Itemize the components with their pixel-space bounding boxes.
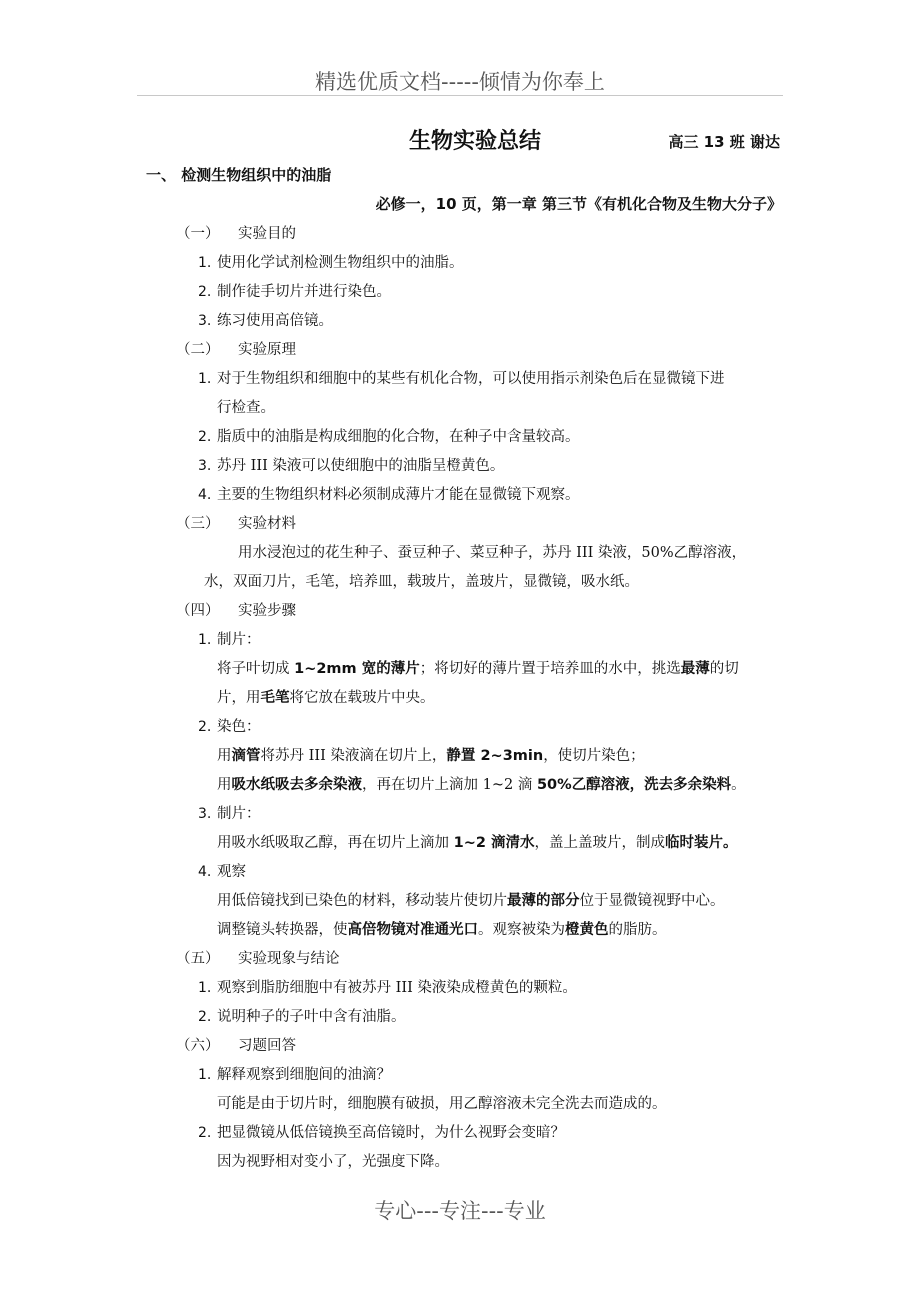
subsection-label: 实验材料 [238,516,296,532]
subsection-label: 实验目的 [238,226,296,242]
subsection-number: （四） [176,603,220,619]
subsection-label: 实验原理 [238,342,296,358]
subsection-number: （五） [176,951,220,967]
subsection-number: （三） [176,516,220,532]
subsection-number: （一） [176,226,220,242]
list-item: 2. 制作徒手切片并进行染色。 [198,284,391,300]
step-text: 调整镜头转换器，使高倍物镜对准通光口。观察被染为橙黄色的脂肪。 [217,922,667,938]
answer: 可能是由于切片时，细胞膜有破损，用乙醇溶液未完全洗去而造成的。 [217,1096,667,1112]
list-item: 2. 脂质中的油脂是构成细胞的化合物，在种子中含量较高。 [198,429,580,445]
subsection-label: 实验现象与结论 [238,951,340,967]
step-title: 3. 制片： [198,806,261,822]
textbook-reference: 必修一，10 页，第一章 第三节《有机化合物及生物大分子》 [375,195,782,213]
question: 2. 把显微镜从低倍镜换至高倍镜时，为什么视野会变暗？ [198,1125,565,1141]
step-title: 4. 观察 [198,864,246,880]
step-text: 用吸水纸吸去多余染液，再在切片上滴加 1~2 滴 50%乙醇溶液，洗去多余染料。 [217,777,746,793]
step-text: 用低倍镜找到已染色的材料，移动装片使切片最薄的部分位于显微镜视野中心。 [217,893,725,909]
step-text: 片，用毛笔将它放在载玻片中央。 [217,690,435,706]
step-text: 将子叶切成 1~2mm 宽的薄片；将切好的薄片置于培养皿的水中，挑选最薄的切 [217,661,739,677]
answer: 因为视野相对变小了，光强度下降。 [217,1154,449,1170]
step-title: 2. 染色： [198,719,261,735]
list-item: 3. 练习使用高倍镜。 [198,313,333,329]
header-divider [137,95,783,96]
page-footer: 专心---专注---专业 [374,1199,546,1223]
subsection-label: 习题回答 [238,1038,296,1054]
list-item: 2. 说明种子的子叶中含有油脂。 [198,1009,406,1025]
step-title: 1. 制片： [198,632,261,648]
list-item: 4. 主要的生物组织材料必须制成薄片才能在显微镜下观察。 [198,487,580,503]
question: 1. 解释观察到细胞间的油滴？ [198,1067,391,1083]
list-item-continuation: 行检查。 [217,400,275,416]
list-item: 3. 苏丹 III 染液可以使细胞中的油脂呈橙黄色。 [198,458,505,474]
step-text: 用吸水纸吸取乙醇，再在切片上滴加 1~2 滴清水，盖上盖玻片，制成临时装片。 [217,835,738,851]
document-title: 生物实验总结 [408,129,541,154]
materials-text: 用水浸泡过的花生种子、蚕豆种子、菜豆种子，苏丹 III 染液，50%乙醇溶液， [238,545,747,561]
step-text: 用滴管将苏丹 III 染液滴在切片上，静置 2~3min，使切片染色； [217,748,645,764]
list-item: 1. 使用化学试剂检测生物组织中的油脂。 [198,255,464,271]
author-line: 高三 13 班 谢达 [668,133,780,151]
subsection-number: （二） [176,342,220,358]
materials-text: 水，双面刀片，毛笔，培养皿，载玻片，盖玻片，显微镜，吸水纸。 [204,574,639,590]
list-item: 1. 对于生物组织和细胞中的某些有机化合物，可以使用指示剂染色后在显微镜下进 [198,371,725,387]
page-header: 精选优质文档-----倾情为你奉上 [315,70,605,94]
subsection-label: 实验步骤 [238,603,296,619]
subsection-number: （六） [176,1038,220,1054]
list-item: 1. 观察到脂肪细胞中有被苏丹 III 染液染成橙黄色的颗粒。 [198,980,577,996]
section-heading: 一、 检测生物组织中的油脂 [146,166,332,184]
